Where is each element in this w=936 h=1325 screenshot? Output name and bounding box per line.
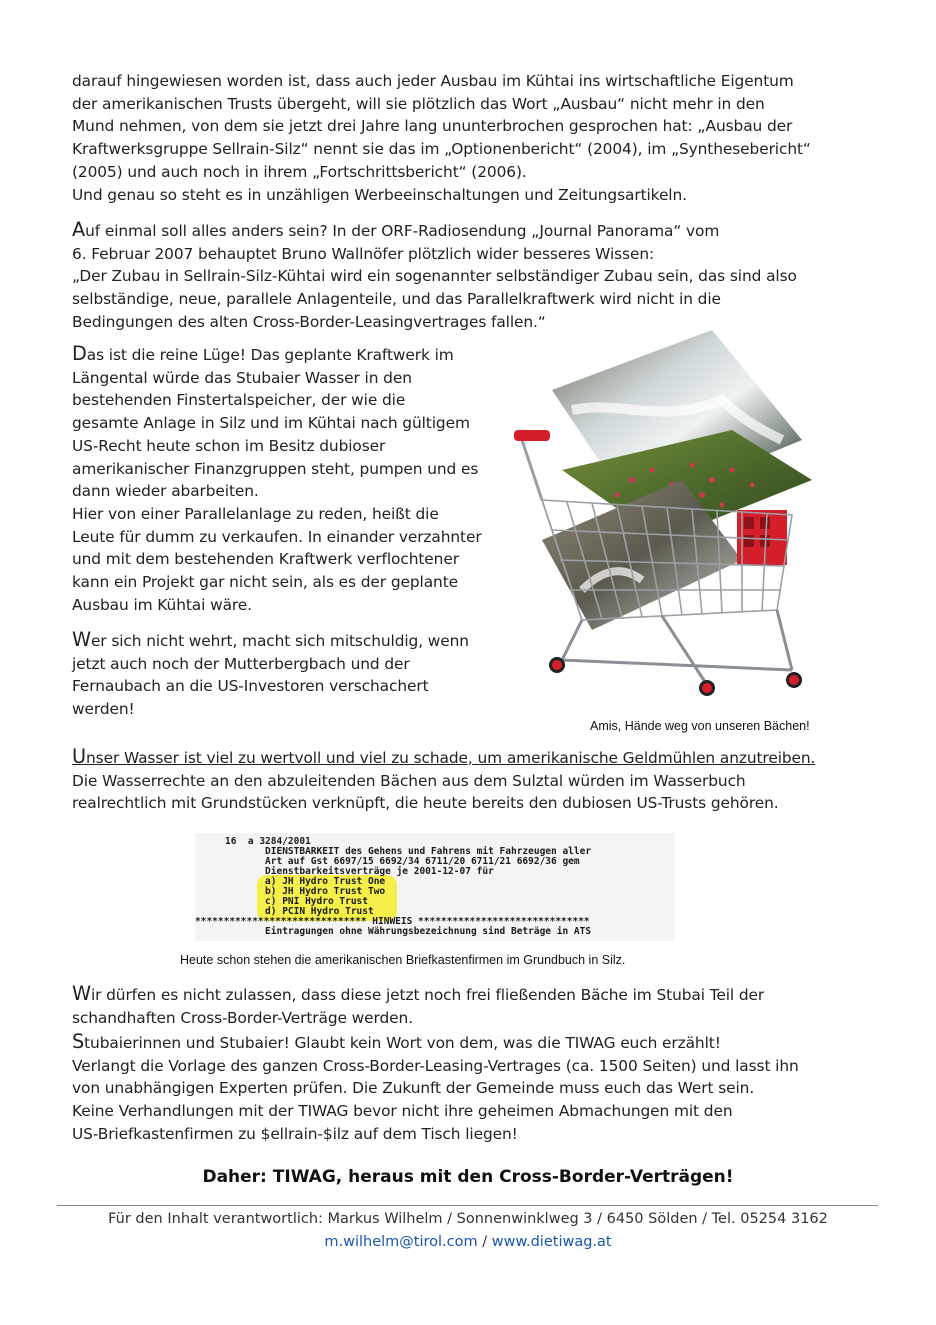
excerpt-line: c) PNI Hydro Trust [225, 896, 368, 907]
drop-initial: W [72, 628, 91, 651]
text-line: kann ein Projekt gar nicht sein, als es der geplante [72, 573, 458, 592]
text-line: werden! [72, 700, 135, 719]
text-line [72, 984, 862, 1007]
drop-initial: U [72, 745, 86, 768]
text-line: gesamte Anlage in Silz und im Kühtai nach gültigem [72, 414, 470, 433]
text-line: US-Briefkastenfirmen zu $ellrain-$ilz auf dem Tisch liegen! [72, 1124, 518, 1143]
text-line-rest: tubaierinnen und Stubaier! Glaubt kein Wort von dem, was die TIWAG euch erzählt! [84, 1034, 721, 1052]
text-line-rest: er sich nicht wehrt, macht sich mitschuldig, wenn [90, 632, 469, 650]
cart-caption: Amis, Hände weg von unseren Bächen! [590, 719, 810, 733]
website-link[interactable]: www.dietiwag.at [491, 1234, 612, 1250]
excerpt-line: Eintragungen ohne Währungsbezeichnung sind Beträge in ATS [225, 926, 592, 937]
text-line: und mit dem bestehenden Kraftwerk verflochtener [72, 550, 459, 569]
footer-divider [57, 1205, 878, 1206]
text-line: darauf hingewiesen worden ist, dass auch jeder Ausbau im Kühtai ins wirtschaftliche Eigentum [72, 72, 794, 90]
text-line [72, 344, 512, 367]
paragraph-orf-quote [72, 220, 862, 334]
cart-handle [514, 430, 550, 500]
text-line: Leute für dumm zu verkaufen. In einander verzahnter [72, 527, 482, 546]
footer-links [0, 1234, 936, 1250]
text-line: selbständige, neue, parallele Anlagenteile, und das Parallelkraftwerk wird nicht in die [72, 290, 721, 309]
paragraph-wasser [72, 747, 862, 815]
paragraph-luege [72, 344, 512, 616]
drop-initial: A [72, 218, 86, 241]
text-line: Kraftwerksgruppe Sellrain-Silz“ nennt sie das im „Optionenbericht“ (2004), im „Synthesebericht“ [72, 140, 811, 159]
text-line: Und genau so steht es in unzähligen Werbeeinschaltungen und Zeitungsartikeln. [72, 185, 687, 204]
cart-wheels [549, 657, 802, 696]
text-line [72, 220, 862, 243]
drop-initial: S [72, 1030, 85, 1053]
text-line: der amerikanischen Trusts übergeht, will sie plötzlich das Wort „Ausbau“ nicht mehr in den [72, 94, 765, 113]
excerpt-caption: Heute schon stehen die amerikanischen Briefkastenfirmen im Grundbuch in Silz. [180, 953, 626, 967]
email-link[interactable]: m.wilhelm@tirol.com [324, 1234, 478, 1250]
text-line: 6. Februar 2007 behauptet Bruno Wallnöfer plötzlich wider besseres Wissen: [72, 244, 655, 263]
text-line [72, 747, 862, 770]
paragraph-appeal [72, 1032, 862, 1146]
text-line: US-Recht heute schon im Besitz dubioser [72, 436, 386, 455]
text-line: Ausbau im Kühtai wäre. [72, 595, 252, 614]
underlined-statement: nser Wasser ist viel zu wertvoll und viel zu schade, um amerikanische Geldmühlen anzutreiben. [86, 749, 816, 767]
paragraph-nicht-zulassen [72, 984, 862, 1029]
excerpt-line: DIENSTBARKEIT des Gehens und Fahrens mit Fahrzeugen aller [225, 846, 592, 857]
text-line: amerikanischer Finanzgruppen steht, pumpen und es [72, 459, 479, 478]
text-line: Bedingungen des alten Cross-Border-Leasingvertrages fallen.“ [72, 312, 546, 331]
shopping-cart-illustration [512, 330, 812, 705]
paragraph-ausbau [72, 70, 862, 206]
text-line-rest: uf einmal soll alles anders sein? In der ORF-Radiosendung „Journal Panorama“ vom [85, 222, 720, 240]
text-line: Mund nehmen, von dem sie jetzt drei Jahre lang ununterbrochen gesprochen hat: „Ausbau der [72, 117, 793, 136]
text-line [72, 1032, 862, 1055]
excerpt-line: a) JH Hydro Trust One [225, 876, 386, 887]
text-line: dann wieder abarbeiten. [72, 482, 259, 501]
text-line: „Der Zubau in Sellrain-Silz-Kühtai wird ein sogenannter selbständiger Zubau sein, das sind also [72, 267, 797, 286]
text-line [72, 630, 512, 653]
excerpt-line: d) PCIN Hydro Trust [225, 906, 374, 917]
text-line: Fernaubach an die US-Investoren verschachert [72, 677, 429, 696]
text-line-rest: as ist die reine Lüge! Das geplante Kraftwerk im [86, 346, 454, 364]
drop-initial: D [72, 342, 87, 365]
footer-imprint: Für den Inhalt verantwortlich: Markus Wilhelm / Sonnenwinklweg 3 / 6450 Sölden / Tel. 05254 3162 [108, 1211, 828, 1227]
excerpt-line: b) JH Hydro Trust Two [225, 886, 386, 897]
text-line: Die Wasserrechte an den abzuleitenden Bächen aus dem Sulztal würden im Wasserbuch [72, 771, 746, 790]
excerpt-line: Art auf Gst 6697/15 6692/34 6711/20 6711/21 6692/36 gem [225, 856, 580, 867]
text-line: von unabhängigen Experten prüfen. Die Zukunft der Gemeinde muss euch das Wert sein. [72, 1079, 755, 1098]
text-line-rest: ir dürfen es nicht zulassen, dass diese jetzt noch frei fließenden Bäche im Stubai Teil der [90, 986, 765, 1004]
text-line: jetzt auch noch der Mutterbergbach und der [72, 654, 410, 673]
text-line: Keine Verhandlungen mit der TIWAG bevor nicht ihre geheimen Abmachungen mit den [72, 1102, 733, 1121]
text-line: Längental würde das Stubaier Wasser in den [72, 368, 412, 387]
paragraph-mitschuldig [72, 630, 512, 721]
drop-initial: W [72, 982, 91, 1005]
closing-slogan: Daher: TIWAG, heraus mit den Cross-Border-Verträgen! [202, 1167, 734, 1187]
excerpt-line: 16 a 3284/2001 [225, 836, 311, 847]
link-separator: / [477, 1234, 492, 1250]
text-line: Hier von einer Parallelanlage zu reden, heißt die [72, 504, 439, 523]
text-line: Verlangt die Vorlage des ganzen Cross-Border-Leasing-Vertrages (ca. 1500 Seiten) und lasst ihn [72, 1056, 799, 1075]
land-register-excerpt [195, 833, 675, 941]
excerpt-line: Dienstbarkeitsverträge je 2001-12-07 für [225, 866, 494, 877]
text-line: schandhaften Cross-Border-Verträge werden. [72, 1008, 413, 1027]
excerpt-line: ****************************** HINWEIS ****************************** [195, 916, 590, 927]
text-line: bestehenden Finstertalspeicher, der wie die [72, 391, 406, 410]
text-line: (2005) und auch noch in ihrem „Fortschrittsbericht“ (2006). [72, 162, 527, 181]
text-line: realrechtlich mit Grundstücken verknüpft, die heute bereits den dubiosen US-Trusts gehören. [72, 794, 779, 813]
